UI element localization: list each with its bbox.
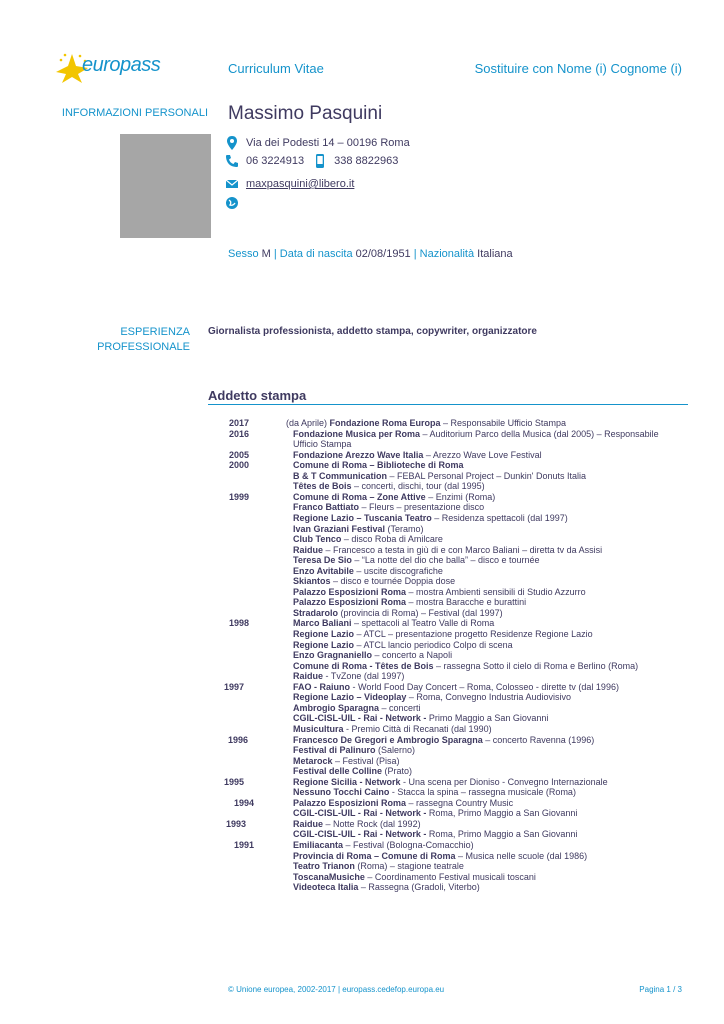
entry-rest: – disco Roba di Amilcare (341, 534, 443, 545)
experience-headline: Giornalista professionista, addetto stampa, copywriter, organizzatore (208, 326, 537, 337)
entry-rest: – “La notte del dio che balla” – disco e tournée (351, 555, 540, 566)
entry-year: 2017 (229, 418, 250, 428)
entry-text (293, 566, 443, 577)
entry-rest: – Coordinamento Festival musicali toscani (364, 871, 536, 882)
entry-rest: Ufficio Stampa (293, 439, 352, 450)
entry-text (293, 671, 404, 682)
entry-rest: (Teramo) (385, 523, 424, 534)
footer-copyright: © Unione europea, 2002-2017 | europass.cedefop.europa.eu (228, 985, 445, 994)
entry-text (293, 703, 421, 714)
entry-bold: Provincia di Roma – Comune di Roma (293, 850, 456, 861)
entry-bold: Ambrogio Sparagna (293, 702, 380, 713)
entry-text (293, 724, 492, 735)
entry-rest: – Notte Rock (dal 1992) (323, 818, 421, 829)
entry-year: 1996 (228, 734, 249, 745)
entry-text (293, 777, 608, 788)
entry-text (293, 861, 464, 872)
entry-bold: Marco Baliani (293, 618, 352, 629)
mobile-text[interactable]: 338 8822963 (334, 155, 399, 167)
experience-label-line1: ESPERIENZA (120, 326, 190, 338)
entry-text (293, 851, 587, 862)
entry-bold: ToscanaMusiche (293, 871, 365, 882)
entry-text (293, 597, 526, 608)
entry-bold: Enzo Avitabile (293, 565, 354, 576)
entry-pre: (da Aprile) (286, 418, 330, 428)
email-link[interactable]: maxpasquini@libero.it (246, 178, 355, 190)
entry-text (293, 492, 495, 503)
birth-label: Data di nascita (279, 248, 353, 260)
phone-text[interactable]: 06 3224913 (246, 155, 305, 167)
entry-rest: (Roma) – stagione teatrale (354, 861, 464, 872)
entry-text (293, 629, 593, 640)
entry-bold: Regione Lazio (293, 629, 355, 639)
entry-rest: (Prato) (382, 766, 413, 777)
entry-bold: Regione Lazio – Tuscania Teatro (293, 512, 432, 523)
entry-text (293, 640, 513, 651)
phone-icon (224, 153, 240, 169)
entry-rest: – concerto Ravenna (1996) (482, 734, 595, 745)
nationality-label: Nazionalità (419, 248, 475, 260)
entry-bold: Skiantos (293, 576, 331, 587)
phone-row (224, 152, 398, 170)
entry-bold: Ivan Graziani Festival (293, 523, 386, 534)
entry-bold: Palazzo Esposizioni Roma (293, 586, 407, 597)
entry-text (293, 534, 443, 545)
entry-text (293, 756, 400, 767)
entry-year: 2000 (229, 460, 250, 471)
entry-bold: FAO - Raiuno (293, 681, 350, 692)
entry-text (293, 798, 513, 809)
entry-rest: – Arezzo Wave Love Festival (423, 449, 542, 460)
entry-rest: - TvZone (dal 1997) (323, 671, 405, 682)
entry-bold: Videoteca Italia (293, 882, 359, 893)
entry-text (293, 608, 503, 619)
entry-rest: – FEBAL Personal Project – Dunkin' Donuts Italia (387, 470, 586, 481)
entry-year: 2005 (229, 449, 250, 460)
entry-text (293, 692, 571, 703)
entry-rest: – rassegna Country Music (406, 797, 514, 808)
entry-text (293, 587, 586, 598)
entry-text (293, 872, 536, 883)
entry-text (293, 713, 548, 724)
entry-rest: – Residenza spettacoli (dal 1997) (431, 512, 568, 523)
experience-label-line2: PROFESSIONALE (97, 341, 190, 353)
email-icon (224, 176, 240, 192)
entry-b2: Fondazione Roma Europa (329, 418, 441, 428)
experience-subhead: Addetto stampa (208, 388, 307, 403)
entry-text (293, 513, 568, 524)
address-text: Via dei Podesti 14 – 00196 Roma (246, 137, 410, 149)
entry-rest: – Festival (Bologna-Comacchio) (343, 840, 474, 850)
entry-rest: – mostra Ambienti sensibili di Studio Azzurro (406, 586, 586, 597)
entry-text (293, 745, 415, 756)
entry-bold: Nessuno Tocchi Caino (293, 787, 390, 798)
entry-rest: – concerti (379, 702, 421, 713)
address-row (224, 134, 410, 152)
entry-year: 2016 (229, 428, 250, 439)
entry-text (293, 576, 455, 587)
entry-text (293, 618, 494, 629)
entry-text (293, 460, 464, 471)
entry-text (293, 661, 638, 672)
entry-bold: Raidue (293, 818, 324, 829)
personal-section-label: INFORMAZIONI PERSONALI (61, 107, 208, 119)
entry-rest: – Rassegna (Gradoli, Viterbo) (358, 882, 480, 893)
personal-details (228, 248, 513, 260)
entry-rest: - World Food Day Concert – Roma, Colosseo - dirette tv (dal 1996) (350, 681, 619, 692)
entry-bold: B & T Communication (293, 470, 387, 481)
entry-bold: Francesco De Gregori e Ambrogio Sparagna (293, 734, 483, 745)
entry-text (293, 450, 542, 461)
entry-bold: Musicultura (293, 723, 344, 734)
entry-rest: – Enzimi (Roma) (425, 491, 496, 502)
entry-text (293, 650, 452, 661)
experience-section-label (0, 325, 190, 355)
entry-bold: Regione Lazio (293, 639, 355, 650)
entry-rest: - Una scena per Dioniso - Convegno Internazionale (400, 776, 608, 787)
entry-rest: – disco e tournée Doppia dose (330, 576, 456, 587)
entry-text (293, 735, 594, 746)
entry-text (293, 766, 412, 777)
name-placeholder-header: Sostituire con Nome (i) Cognome (i) (474, 61, 682, 76)
photo-placeholder (120, 134, 211, 238)
entry-bold: Comune di Roma - Têtes de Bois (293, 660, 434, 671)
entry-year: 1991 (234, 840, 255, 850)
separator: | (410, 248, 420, 260)
entry-rest: – Fleurs – presentazione disco (359, 502, 485, 513)
footer-page-number: Pagina 1 / 3 (639, 985, 682, 994)
birth-value: 02/08/1951 (355, 248, 411, 260)
entry-bold: Raidue (293, 544, 324, 555)
entry-rest: – Responsabile Ufficio Stampa (440, 418, 566, 428)
entry-bold: Club Tenco (293, 534, 342, 545)
entry-text (293, 555, 540, 566)
entry-bold: Festival di Palinuro (293, 745, 376, 756)
entry-rest: – Roma, Convegno Industria Audiovisivo (406, 692, 571, 703)
entry-year: 1993 (226, 818, 247, 829)
entry-rest: Roma, Primo Maggio a San Giovanni (426, 829, 578, 840)
entry-text (293, 840, 474, 851)
entry-year: 1997 (224, 681, 245, 692)
entry-text (293, 808, 577, 819)
entry-bold: Emiliacanta (293, 840, 344, 850)
entry-rest: – ATCL – presentazione progetto Residenze Regione Lazio (354, 629, 593, 639)
entry-bold: Palazzo Esposizioni Roma (293, 797, 407, 808)
entry-year: 1995 (224, 776, 245, 787)
entry-bold: Regione Lazio – Videoplay (293, 692, 407, 703)
entry-rest: – Festival (Pisa) (332, 755, 400, 766)
entry-rest: – Francesco a testa in giù di e con Marco Baliani – diretta tv da Assisi (323, 544, 603, 555)
entry-bold: Teatro Trianon (293, 861, 355, 872)
entry-text (293, 524, 424, 535)
web-row (224, 194, 246, 212)
entry-rest: – Auditorium Parco della Musica (dal 2005) – Responsabile (420, 428, 659, 439)
entry-year: 1999 (229, 491, 250, 502)
entry-year: 1994 (234, 797, 255, 808)
entry-rest: – concerto a Napoli (372, 650, 453, 661)
entry-bold: Teresa De Sio (293, 555, 352, 566)
entry-rest: – mostra Baracche e burattini (406, 597, 527, 608)
entry-bold: Comune di Roma – Zone Attive (293, 491, 426, 502)
entry-text (293, 545, 602, 556)
cv-title: Curriculum Vitae (228, 61, 324, 76)
entry-bold: CGIL-CISL-UIL - Rai - Network - (293, 829, 427, 840)
europass-logo (52, 50, 162, 84)
entry-text (293, 439, 351, 450)
entry-rest: – rassegna Sotto il cielo di Roma e Berlino (Roma) (433, 660, 639, 671)
sex-value: M (261, 248, 271, 260)
entry-rest: – concerti, dischi, tour (dal 1995) (351, 481, 485, 492)
entry-bold: Raidue (293, 671, 324, 682)
subhead-divider (208, 404, 688, 405)
entry-text (293, 481, 485, 492)
entry-bold: Palazzo Esposizioni Roma (293, 597, 407, 608)
entry-bold: Franco Battiato (293, 502, 360, 513)
entry-rest: – Musica nelle scuole (dal 1986) (455, 850, 588, 861)
entry-bold: Regione Sicilia - Network (293, 776, 401, 787)
sex-label: Sesso (228, 248, 259, 260)
entry-rest: - Stacca la spina – rassegna musicale (Roma) (389, 787, 576, 798)
entry-text (293, 471, 586, 482)
entry-bold: Fondazione Arezzo Wave Italia (293, 449, 424, 460)
entry-rest: – uscite discografiche (353, 565, 443, 576)
entry-bold: Enzo Gragnaniello (293, 650, 373, 661)
entry-rest: Roma, Primo Maggio a San Giovanni (426, 808, 578, 819)
entry-text (293, 882, 480, 893)
entry-bold: Metarock (293, 755, 333, 766)
logo-text: europass (82, 54, 161, 76)
full-name: Massimo Pasquini (228, 103, 383, 124)
entry-text (293, 787, 576, 798)
entry-rest: (provincia di Roma) – Festival (dal 1997) (338, 607, 503, 618)
entry-text (293, 682, 619, 693)
entry-bold: CGIL-CISL-UIL - Rai - Network - (293, 808, 427, 819)
entry-bold: Fondazione Musica per Roma (293, 428, 421, 439)
entry-rest: - Premio Città di Recanati (dal 1990) (343, 723, 492, 734)
entry-bold: Festival delle Colline (293, 766, 383, 777)
entry-bold: CGIL-CISL-UIL - Rai - Network - (293, 713, 427, 724)
entry-year: 1998 (229, 618, 250, 629)
entry-rest: (Salerno) (375, 745, 416, 756)
mobile-icon (312, 153, 328, 169)
entry-text (293, 819, 421, 830)
entry-text (286, 418, 566, 429)
entry-text (293, 502, 484, 513)
entry-bold: Comune di Roma – Biblioteche di Roma (293, 460, 464, 471)
entry-bold: Stradarolo (293, 607, 339, 618)
location-icon (224, 135, 240, 151)
entry-rest: Primo Maggio a San Giovanni (426, 713, 549, 724)
nationality-value: Italiana (477, 248, 513, 260)
entry-text (293, 429, 659, 440)
entry-rest: – spettacoli al Teatro Valle di Roma (351, 618, 495, 629)
entry-bold: Têtes de Bois (293, 481, 352, 492)
separator: | (270, 248, 280, 260)
entry-text (293, 829, 577, 840)
web-icon[interactable] (224, 195, 240, 211)
entry-rest: – ATCL lancio periodico Colpo di scena (354, 639, 513, 650)
email-row (224, 175, 354, 193)
